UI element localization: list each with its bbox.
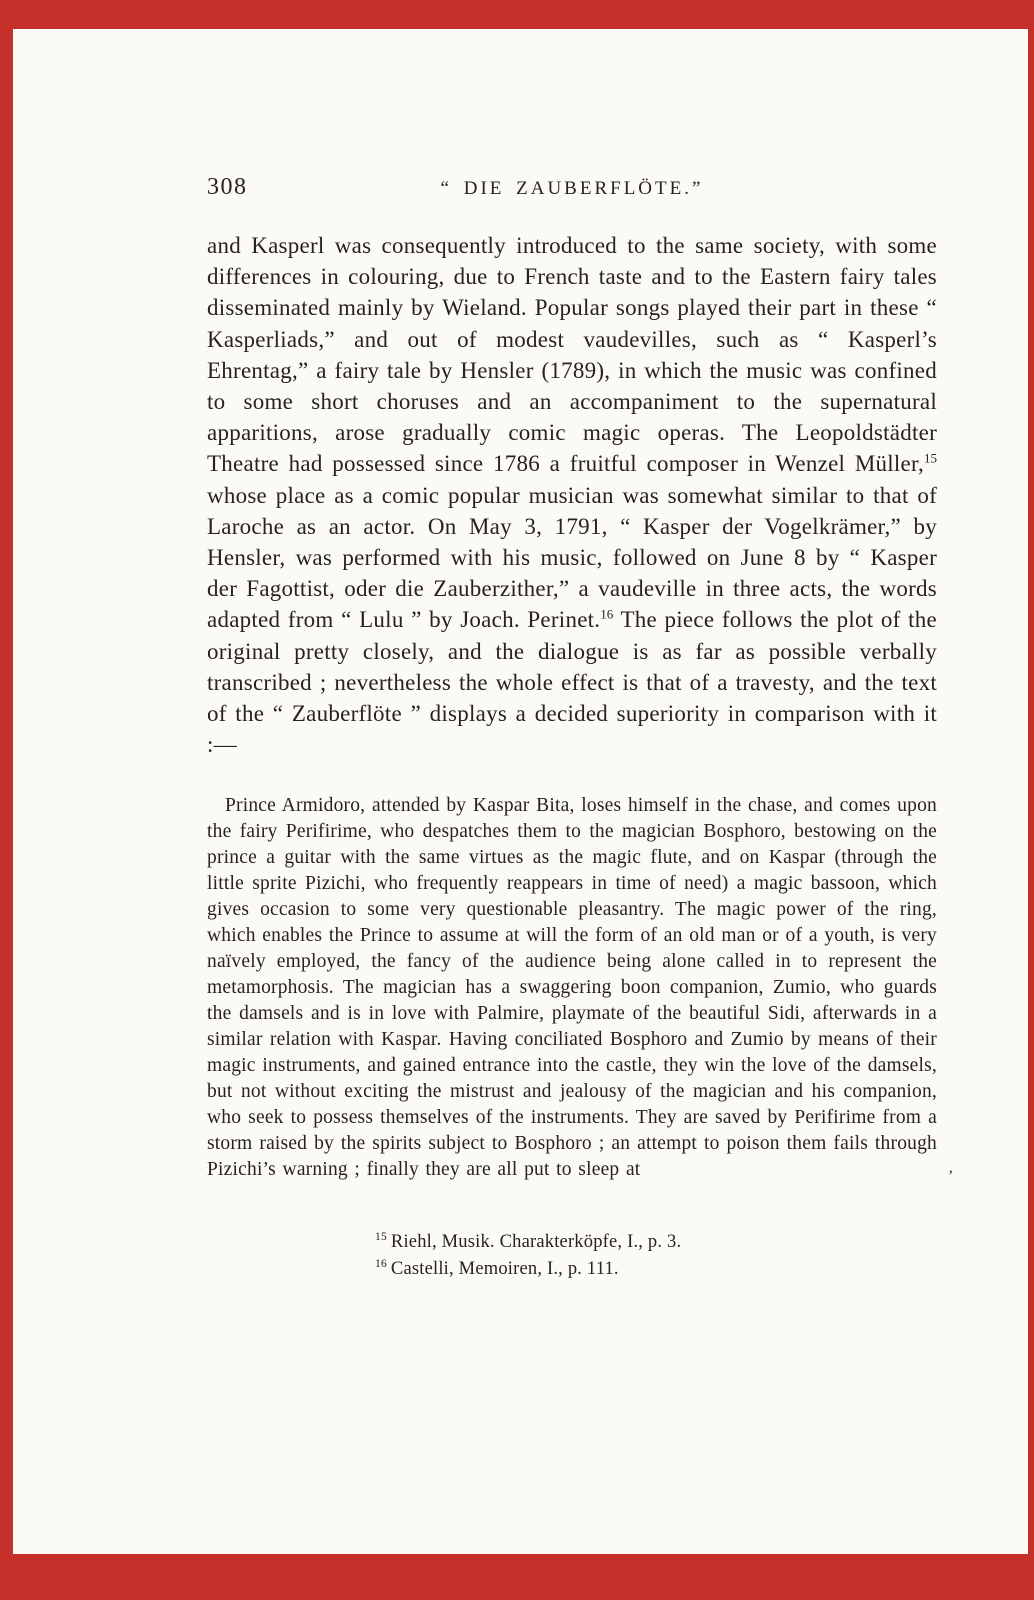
footnote-15-marker: 15 bbox=[375, 1231, 387, 1244]
red-page-edge-right bbox=[1028, 0, 1034, 1600]
footnote-reference-15: 15 bbox=[924, 450, 937, 466]
red-page-edge-bottom bbox=[0, 1554, 1034, 1600]
footnote-15 bbox=[375, 1229, 937, 1256]
running-title: “ DIE ZAUBERFLÖTE.” bbox=[440, 178, 704, 199]
main-paragraph-part-3: The piece follows the plot of the original pretty closely, and the dialogue is as far as possible verbally transcribed ; nevertheless the whole effect is that of a travesty, and the text of the “ Zauberflöte ” displays a decided superiority in comparison with it :— bbox=[207, 607, 937, 758]
footnote-reference-16: 16 bbox=[600, 606, 614, 622]
page-content bbox=[207, 0, 937, 1283]
synopsis-paragraph: Prince Armidoro, attended by Kaspar Bita, loses himself in the chase, and comes upon the fairy Perifirime, who despatches them to the magician Bosphoro, bestowing on the prince a guitar with the same virtues as the magic flute, and on Kaspar (through the little sprite Pizichi, who frequently reappears in time of need) a magic bassoon, which gives occasion to some very questionable pleasantry. The magic power of the ring, which enables the Prince to assume at will the form of an old man or of a youth, is very naïvely employed, the fancy of the audience being alone called in to represent the metamorphosis. The magician has a swaggering boon companion, Zumio, who guards the damsels and is in love with Palmire, playmate of the beautiful Sidi, afterwards in a similar relation with Kaspar. Having conciliated Bosphoro and Zumio by means of their magic instruments, and gained entrance into the castle, they win the love of the damsels, but not without exciting the mistrust and jealousy of the magician and his companion, who seek to possess themselves of the instruments. They are saved by Perifirime from a storm raised by the spirits subject to Bosphoro ; an attempt to poison them fails through Pizichi’s warning ; finally they are all put to sleep at bbox=[207, 795, 937, 1181]
footnotes-block bbox=[207, 1229, 937, 1283]
red-page-edge-left bbox=[0, 0, 13, 1600]
stray-ink-mark: ’ bbox=[948, 1168, 954, 1185]
page-number: 308 bbox=[207, 174, 248, 200]
footnote-16-text: Castelli, Memoiren, I., p. 111. bbox=[390, 1259, 619, 1280]
main-paragraph-part-1: and Kasperl was consequently introduced to the same society, with some differences in colouring, due to French taste and to the Eastern fairy tales disseminated mainly by Wieland. Popular songs played their part in these “ Kasperliads,” and out of modest vaudevilles, such as “ Kasperl’s Ehrentag,” a fairy tale by Hensler (1789), in which the music was confined to some short choruses and an accompaniment to the supernatural apparitions, arose gradually comic magic operas. The Leopoldstädter Theatre had possessed since 1786 a fruitful composer in Wenzel Müller, bbox=[207, 233, 937, 477]
main-paragraph-part-2: whose place as a comic popular musician was somewhat similar to that of Laroche as an actor. On May 3, 1791, “ Kasper der Vogelkrämer,” by Hensler, was performed with his music, followed on June 8 by “ Kasper der Fagottist, oder die Zauberzither,” a vaudeville in three acts, the words adapted from “ Lulu ” by Joach. Perinet. bbox=[207, 482, 937, 633]
main-paragraph bbox=[207, 230, 937, 760]
footnote-16-marker: 16 bbox=[375, 1258, 387, 1271]
footnote-16 bbox=[375, 1256, 937, 1283]
page-header bbox=[207, 174, 937, 204]
footnote-15-text: Riehl, Musik. Charakterköpfe, I., p. 3. bbox=[390, 1232, 682, 1253]
red-page-edge-top bbox=[0, 0, 1034, 29]
